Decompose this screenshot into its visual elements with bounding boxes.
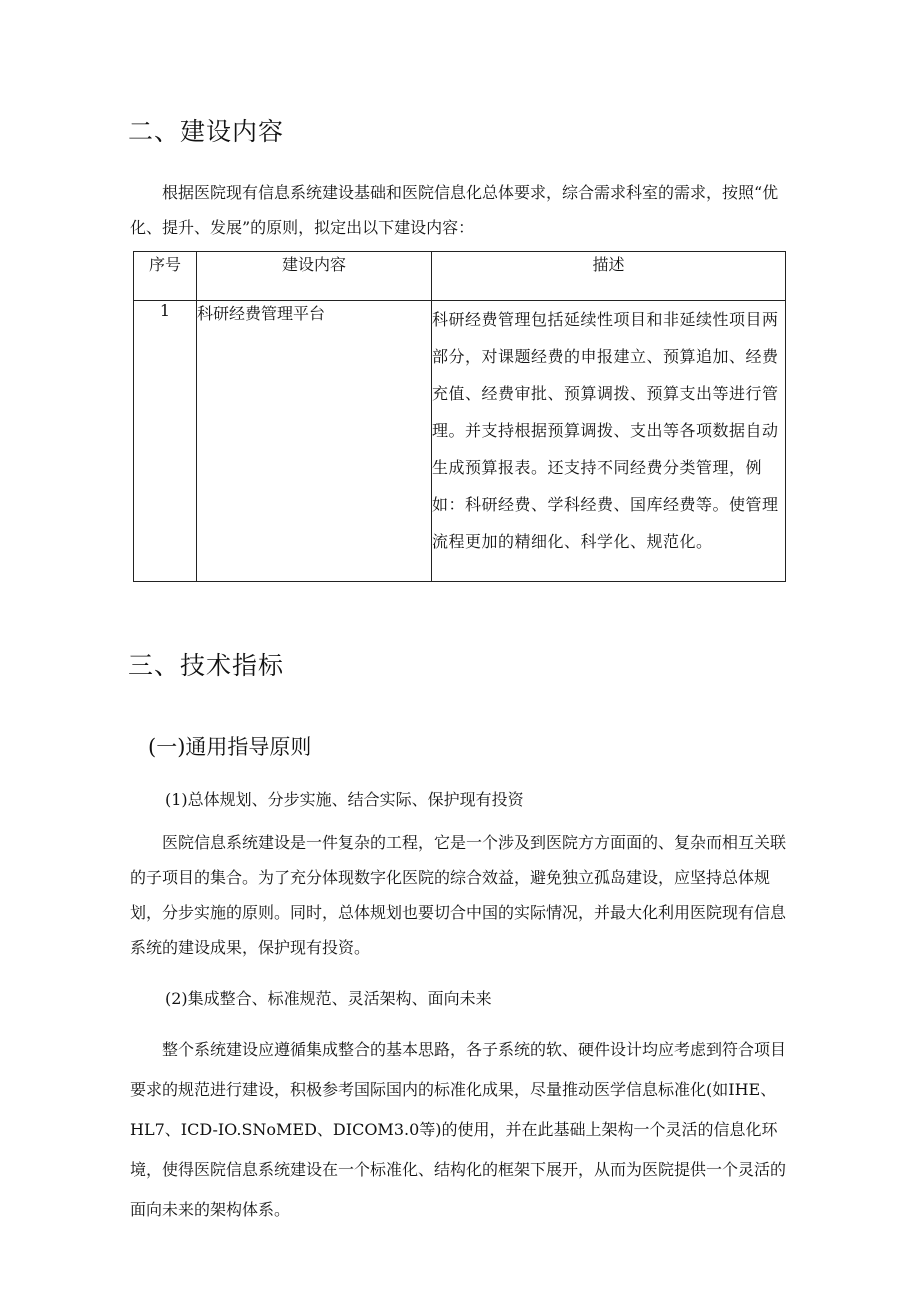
cell-no: 1 [134, 301, 197, 582]
section-heading-construction: 二、建设内容 [128, 117, 285, 146]
subsection-heading-principles: (一)通用指导原则 [148, 735, 312, 759]
intro-paragraph: 根据医院现有信息系统建设基础和医院信息化总体要求，综合需求科室的需求，按照“优化、提升、发展”的原则，拟定出以下建设内容： [130, 183, 779, 237]
table-row [134, 301, 786, 582]
principle-1-body: 医院信息系统建设是一件复杂的工程，它是一个涉及到医院方方面面的、复杂而相互关联的子项目的集合。为了充分体现数字化医院的综合效益，避免独立孤岛建设，应坚持总体规划，分步实施的原则。同时，总体规划也要切合中国的实际情况，并最大化利用医院现有信息系统的建设成果，保护现有投资。 [130, 833, 787, 957]
table-header-row [134, 252, 786, 301]
section-heading-tech: 三、技术指标 [128, 651, 285, 680]
header-item: 建设内容 [197, 252, 432, 301]
principle-2-body: 整个系统建设应遵循集成整合的基本思路，各子系统的软、硬件设计均应考虑到符合项目要求的规范进行建设，积极参考国际国内的标准化成果，尽量推动医学信息标准化(如IHE、HL7、ICD-IO.SNoMED、DICOM3.0等)的使用，并在此基础上架构一个灵活的信息化环境，使得医院信息系统建设在一个标准化、结构化的框架下展开，从而为医院提供一个灵活的面向未来的架构体系。 [130, 1040, 787, 1219]
cell-desc: 科研经费管理包括延续性项目和非延续性项目两部分，对课题经费的申报建立、预算追加、经费充值、经费审批、预算调拨、预算支出等进行管理。并支持根据预算调拨、支出等各项数据自动生成预算报表。还支持不同经费分类管理，例如：科研经费、学科经费、国库经费等。使管理流程更加的精细化、科学化、规范化。 [432, 301, 786, 582]
principle-2-title: (2)集成整合、标准规范、灵活架构、面向未来 [165, 989, 492, 1008]
principle-1-title: (1)总体规划、分步实施、结合实际、保护现有投资 [165, 790, 524, 809]
header-no: 序号 [134, 252, 197, 301]
header-desc: 描述 [432, 252, 786, 301]
cell-item: 科研经费管理平台 [197, 301, 432, 582]
construction-table [133, 251, 786, 582]
